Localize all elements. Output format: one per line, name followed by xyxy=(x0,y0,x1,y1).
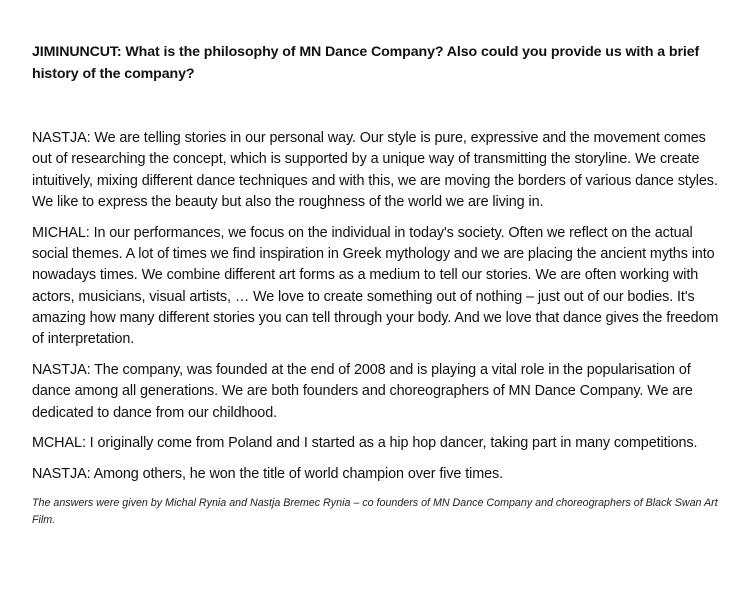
answer-paragraph: NASTJA: The company, was founded at the end of 2008 and is playing a vital role in the popularisation of dance among all generations. We are both founders and choreographers of MN Dance Company. We are dedicated to dance from our childhood. xyxy=(32,361,693,421)
answer-paragraph: MICHAL: In our performances, we focus on the individual in today's society. Often we reflect on the actual social themes. A lot of times we find inspiration in Greek mythology and we are placing the ancient myths into nowadays times. We combine different art forms as a medium to tell our stories. We are often working with actors, musicians, visual artists, … We love to create something out of nothing – just out of our bodies. It's amazing how many different stories you can tell through your body. And we love that dance gives the freedom of interpretation. xyxy=(32,224,719,348)
attribution-footnote: The answers were given by Michal Rynia and Nastja Bremec Rynia – co founders of MN Dance Company and choreographers of Black Swan Art Film. xyxy=(32,496,718,526)
interview-document xyxy=(32,41,722,529)
interview-question: JIMINUNCUT: What is the philosophy of MN Dance Company? Also could you provide us with a brief history of the company? xyxy=(32,44,700,82)
answers-section xyxy=(32,128,722,485)
answer-paragraph: NASTJA: Among others, he won the title of world champion over five times. xyxy=(32,466,504,483)
answer-paragraph: NASTJA: We are telling stories in our personal way. Our style is pure, expressive and the movement comes out of researching the concept, which is supported by a unique way of transmitting the storyline. We create intuitively, mixing different dance techniques and with this, we are moving the borders of various dance styles. We like to express the beauty but also the roughness of the world we are living in. xyxy=(32,130,718,210)
answer-paragraph: MCHAL: I originally come from Poland and I started as a hip hop dancer, taking part in many competitions. xyxy=(32,435,698,452)
